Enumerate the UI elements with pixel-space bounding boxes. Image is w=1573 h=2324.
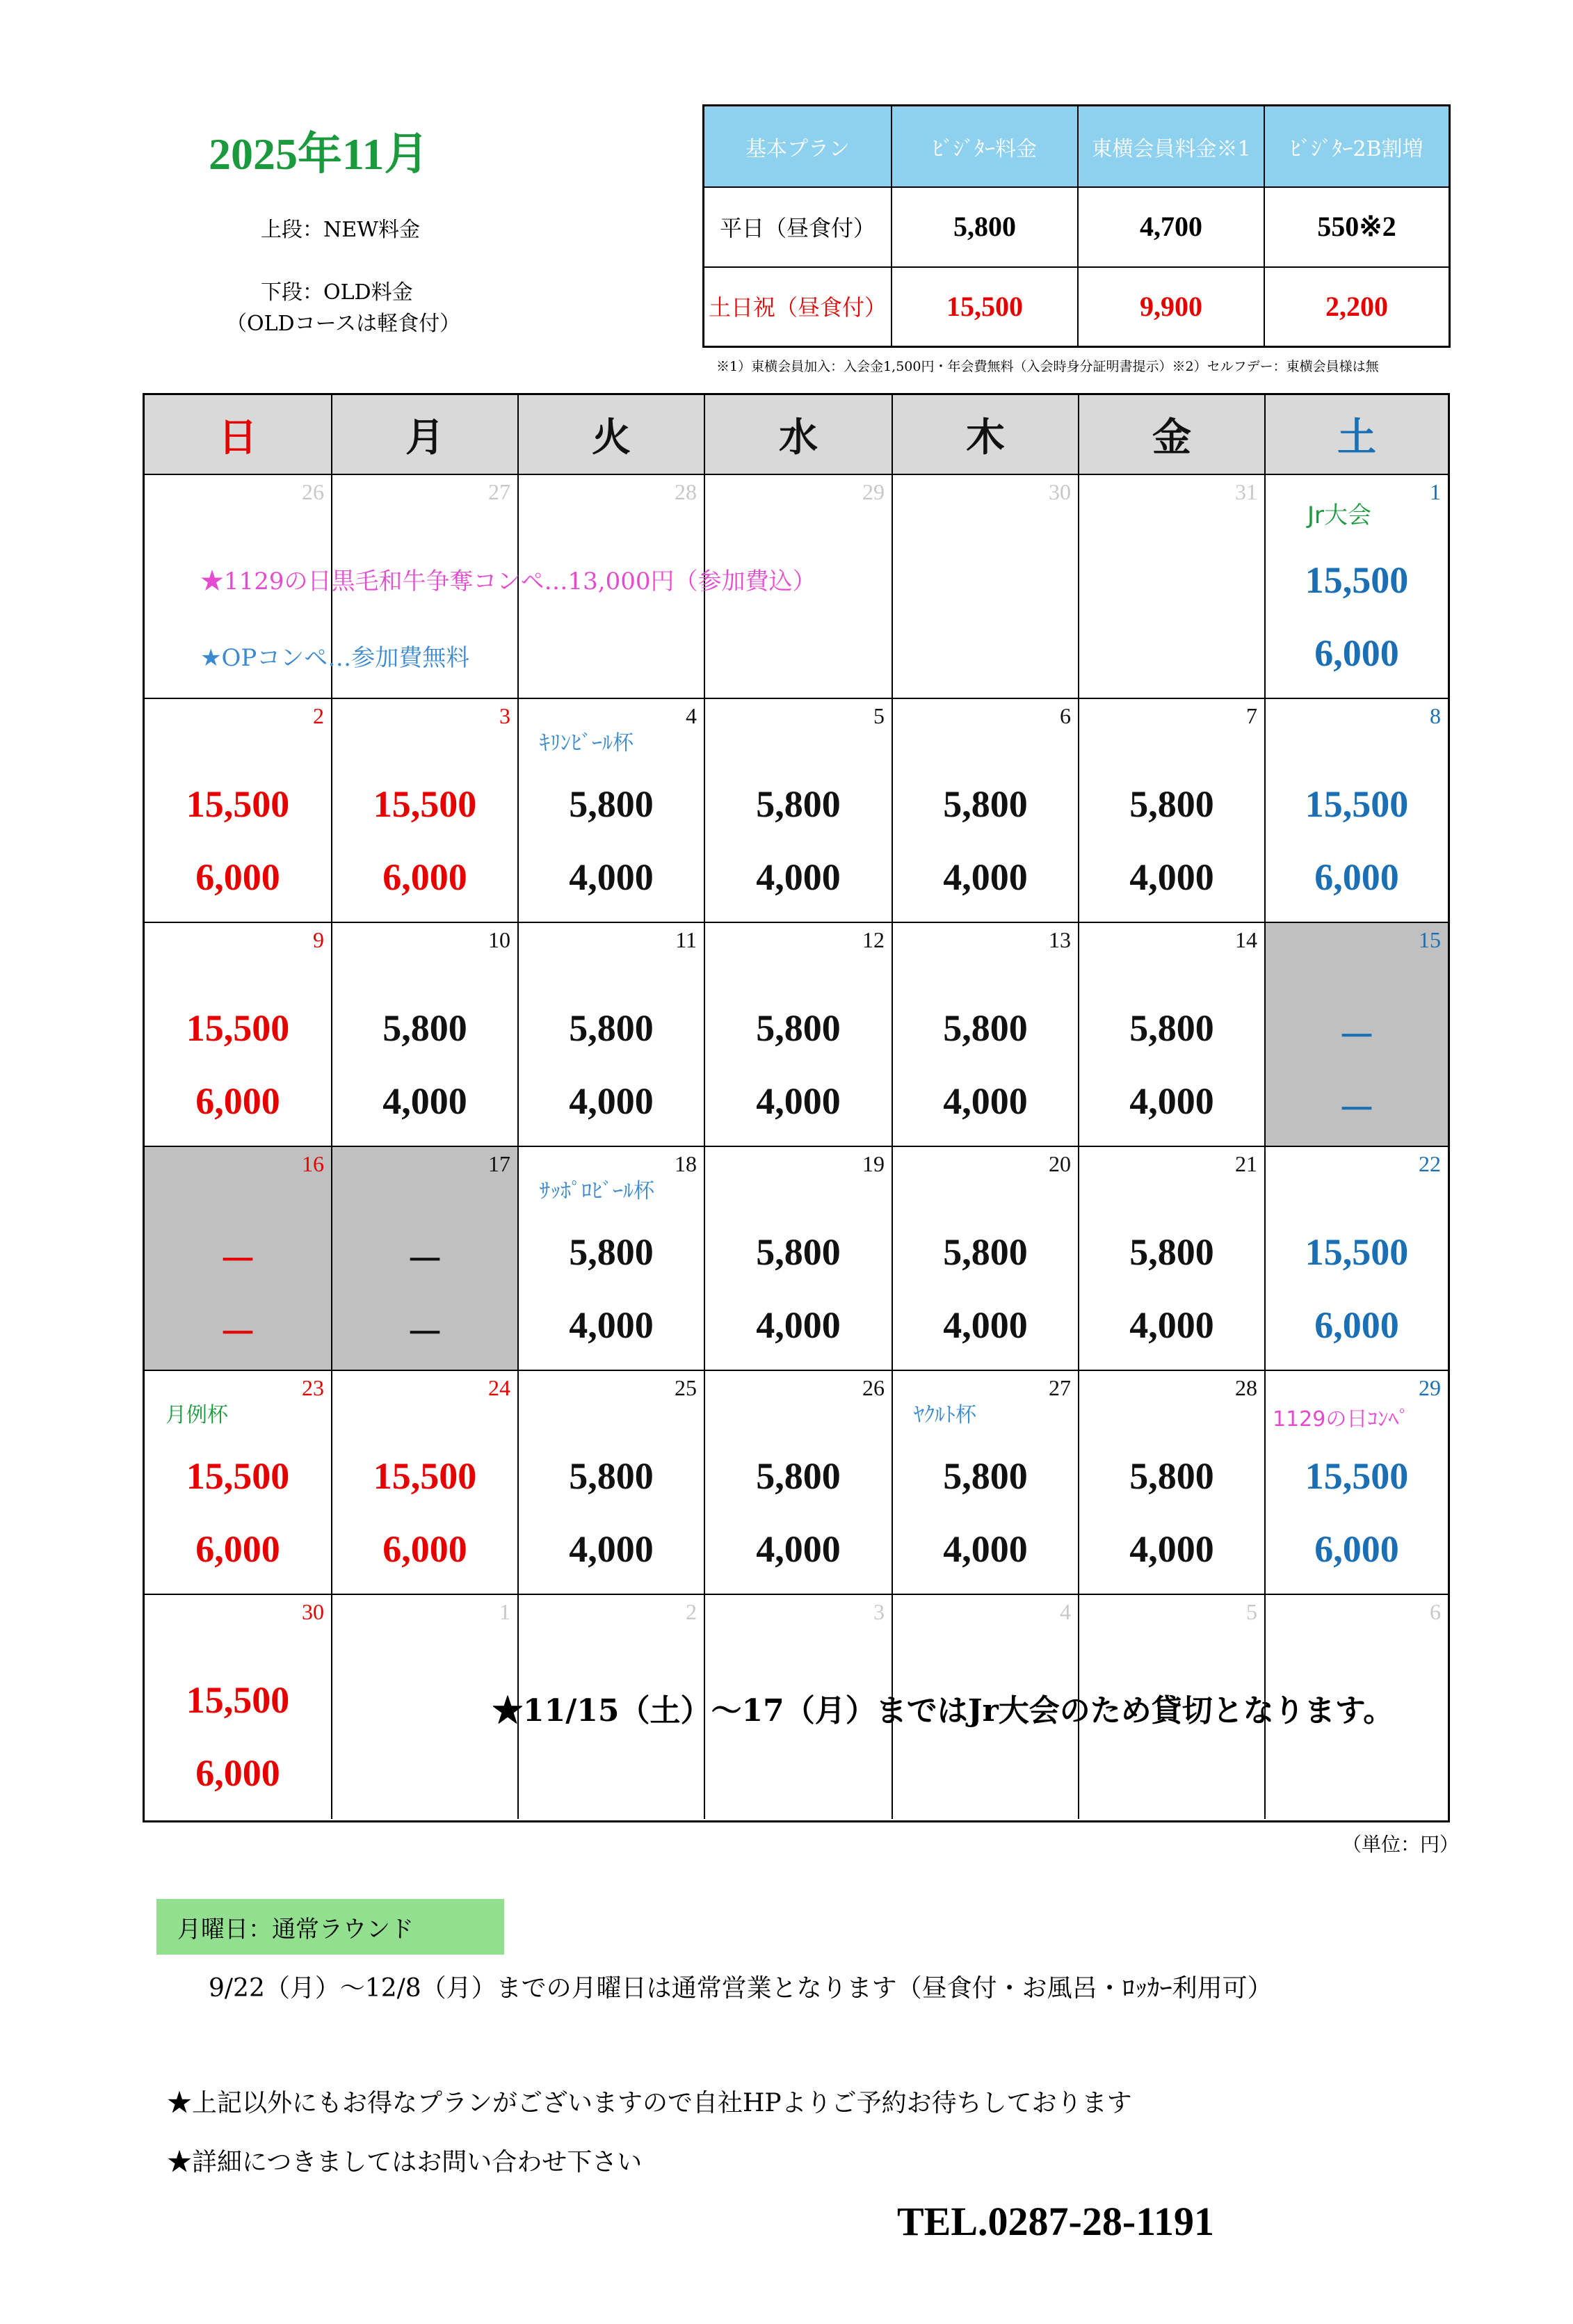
event-note-1129: ★1129の日黒毛和牛争奪コンペ…13,000円（参加費込）	[200, 568, 816, 595]
weekday-header: 日	[145, 395, 332, 475]
calendar-day-cell	[332, 1371, 519, 1595]
day-number: 23	[302, 1375, 324, 1400]
calendar-day-cell	[705, 1147, 893, 1371]
calendar-day-cell	[893, 699, 1079, 923]
calendar-day-cell	[1079, 699, 1266, 923]
day-number: 6	[1430, 1599, 1441, 1624]
price-old: 4,000	[1129, 1528, 1214, 1570]
event-label: ｷﾘﾝﾋﾞｰﾙ杯	[540, 731, 634, 755]
price-old: 4,000	[1129, 856, 1214, 898]
price-old: 4,000	[569, 1528, 654, 1570]
price-old: 4,000	[943, 1080, 1028, 1122]
price-row-weekday	[704, 186, 1449, 268]
calendar-day-cell	[1079, 1147, 1266, 1371]
calendar-day-cell	[1266, 1371, 1448, 1595]
weekday-header: 月	[332, 395, 519, 475]
day-number: 21	[1235, 1151, 1257, 1176]
calendar-day-cell	[145, 1147, 332, 1371]
calendar-day-cell	[145, 1371, 332, 1595]
header-visitor: ﾋﾞｼﾞﾀｰ料金	[892, 106, 1079, 186]
price-new: 5,800	[1129, 1455, 1214, 1497]
weekday-header: 金	[1079, 395, 1266, 475]
price-old: 6,000	[195, 1752, 280, 1794]
day-number: 28	[1235, 1375, 1257, 1400]
calendar-day-cell	[1079, 923, 1266, 1147]
price-old: 4,000	[569, 1080, 654, 1122]
day-number: 1	[499, 1599, 510, 1624]
price-old: 4,000	[756, 1080, 841, 1122]
price-old: 4,000	[569, 1304, 654, 1346]
calendar-day-cell	[1266, 923, 1448, 1147]
calendar	[143, 393, 1450, 1822]
notice-plans: ★上記以外にもお得なプランがございますので自社HPよりご予約お待ちしております	[167, 2089, 1132, 2117]
calendar-day-cell	[145, 923, 332, 1147]
day-number: 26	[302, 479, 324, 504]
telephone: TEL.0287-28-1191	[897, 2199, 1214, 2244]
day-number: 14	[1235, 927, 1257, 952]
price-old: 4,000	[756, 1528, 841, 1570]
monday-label: 月曜日：通常ラウンド	[156, 1899, 504, 1955]
price-new: 5,800	[756, 783, 841, 825]
price-new: 15,500	[1305, 559, 1409, 601]
price-new: 5,800	[943, 1007, 1028, 1049]
day-number: 8	[1430, 703, 1441, 728]
price-old: 6,000	[1314, 856, 1399, 898]
price-old: 4,000	[569, 856, 654, 898]
calendar-day-cell	[519, 923, 705, 1147]
calendar-day-cell	[1079, 475, 1266, 699]
day-number: 10	[488, 927, 510, 952]
calendar-day-cell	[893, 475, 1079, 699]
price-new: －	[1338, 1016, 1376, 1057]
price-new: 15,500	[186, 1455, 290, 1497]
weekday-header: 火	[519, 395, 705, 475]
day-number: 24	[488, 1375, 510, 1400]
weekend-visitor: 15,500	[892, 266, 1079, 346]
price-new: 15,500	[1305, 1455, 1409, 1497]
price-new: 5,800	[943, 783, 1028, 825]
price-old: 6,000	[382, 1528, 467, 1570]
header-2b-surcharge: ﾋﾞｼﾞﾀｰ2B割増	[1265, 106, 1449, 186]
price-old: 4,000	[756, 856, 841, 898]
calendar-day-cell	[332, 923, 519, 1147]
price-old: －	[219, 1313, 257, 1354]
note-old-course: （OLDコースは軽食付）	[226, 312, 461, 336]
price-new: 5,800	[756, 1007, 841, 1049]
price-old: 4,000	[1129, 1080, 1214, 1122]
price-new: 5,800	[569, 1455, 654, 1497]
notice-contact: ★詳細につきましてはお問い合わせ下さい	[167, 2148, 643, 2177]
price-table-header	[704, 106, 1449, 188]
day-number: 9	[313, 927, 324, 952]
day-number: 6	[1060, 703, 1071, 728]
day-number: 30	[302, 1599, 324, 1624]
day-number: 3	[499, 703, 510, 728]
price-old: 6,000	[1314, 1304, 1399, 1346]
price-new: 5,800	[569, 1007, 654, 1049]
calendar-day-cell	[519, 1371, 705, 1595]
weekday-header: 土	[1266, 395, 1448, 475]
calendar-day-cell	[893, 1147, 1079, 1371]
closure-notice: ★11/15（土）～17（月）まではJr大会のため貸切となります。	[492, 1693, 1394, 1729]
calendar-day-cell	[145, 699, 332, 923]
price-old: －	[1338, 1089, 1376, 1130]
price-new: 15,500	[1305, 783, 1409, 825]
day-number: 5	[1246, 1599, 1257, 1624]
calendar-day-cell	[705, 699, 893, 923]
price-new: 5,800	[756, 1231, 841, 1273]
price-old: 6,000	[1314, 632, 1399, 674]
price-new: －	[219, 1240, 257, 1281]
calendar-day-cell	[1266, 475, 1448, 699]
weekday-visitor: 5,800	[892, 186, 1079, 266]
day-number: 16	[302, 1151, 324, 1176]
weekday-2b: 550※2	[1317, 211, 1396, 242]
day-number: 4	[686, 703, 697, 728]
day-number: 15	[1419, 927, 1441, 952]
price-new: 5,800	[569, 783, 654, 825]
day-number: 26	[862, 1375, 885, 1400]
day-number: 4	[1060, 1599, 1071, 1624]
price-old: 6,000	[195, 1528, 280, 1570]
calendar-day-cell	[332, 1595, 519, 1819]
calendar-day-cell	[332, 699, 519, 923]
price-old: 4,000	[382, 1080, 467, 1122]
weekday-label: 平日（昼食付）	[704, 186, 892, 266]
calendar-day-cell	[705, 923, 893, 1147]
event-label: Jr大会	[1307, 502, 1372, 529]
event-label: 月例杯	[166, 1403, 228, 1427]
event-note-op: ★OPコンペ…参加費無料	[200, 644, 470, 672]
price-new: 15,500	[373, 783, 477, 825]
day-number: 18	[675, 1151, 697, 1176]
day-number: 12	[862, 927, 885, 952]
calendar-day-cell	[893, 923, 1079, 1147]
price-new: 15,500	[1305, 1231, 1409, 1273]
price-new: 5,800	[1129, 783, 1214, 825]
price-new: 15,500	[373, 1455, 477, 1497]
day-number: 25	[675, 1375, 697, 1400]
monday-note: 9/22（月）～12/8（月）までの月曜日は通常営業となります（昼食付・お風呂・ﾛｯｶｰ利用可）	[209, 1974, 1273, 2003]
header-member: 東横会員料金※1	[1079, 106, 1265, 186]
price-row-weekend	[704, 266, 1449, 346]
day-number: 17	[488, 1151, 510, 1176]
price-old: 4,000	[943, 1528, 1028, 1570]
price-new: 5,800	[1129, 1231, 1214, 1273]
day-number: 30	[1049, 479, 1071, 504]
note-lower: 下段：OLD料金	[261, 280, 413, 305]
price-new: 5,800	[1129, 1007, 1214, 1049]
header-basic-plan: 基本プラン	[704, 106, 892, 186]
day-number: 3	[873, 1599, 885, 1624]
price-old: 4,000	[1129, 1304, 1214, 1346]
calendar-day-cell	[705, 1371, 893, 1595]
weekend-member: 9,900	[1079, 266, 1265, 346]
price-old: 6,000	[195, 1080, 280, 1122]
price-table	[702, 104, 1451, 348]
day-number: 20	[1049, 1151, 1071, 1176]
day-number: 29	[1419, 1375, 1441, 1400]
day-number: 13	[1049, 927, 1071, 952]
event-label: ﾔｸﾙﾄ杯	[914, 1403, 976, 1427]
day-number: 2	[686, 1599, 697, 1624]
calendar-day-cell	[519, 699, 705, 923]
calendar-day-cell	[1266, 1147, 1448, 1371]
calendar-day-cell	[519, 1147, 705, 1371]
price-new: 5,800	[382, 1007, 467, 1049]
day-number: 29	[862, 479, 885, 504]
day-number: 5	[873, 703, 885, 728]
day-number: 28	[675, 479, 697, 504]
day-number: 2	[313, 703, 324, 728]
price-new: 15,500	[186, 1679, 290, 1721]
price-old: －	[406, 1313, 444, 1354]
price-new: 15,500	[186, 783, 290, 825]
price-new: －	[406, 1240, 444, 1281]
price-new: 15,500	[186, 1007, 290, 1049]
note-upper: 上段：NEW料金	[261, 218, 420, 242]
day-number: 22	[1419, 1151, 1441, 1176]
price-old: 6,000	[1314, 1528, 1399, 1570]
unit-note: （単位：円）	[1342, 1833, 1460, 1856]
day-number: 27	[1049, 1375, 1071, 1400]
price-old: 6,000	[195, 856, 280, 898]
weekday-header: 水	[705, 395, 893, 475]
price-old: 4,000	[943, 856, 1028, 898]
calendar-day-cell	[145, 1595, 332, 1819]
price-old: 4,000	[756, 1304, 841, 1346]
day-number: 1	[1430, 479, 1441, 504]
day-number: 31	[1235, 479, 1257, 504]
page-title: 2025年11月	[209, 129, 429, 179]
day-number: 11	[675, 927, 697, 952]
calendar-day-cell	[893, 1371, 1079, 1595]
price-old: 6,000	[382, 856, 467, 898]
day-number: 7	[1246, 703, 1257, 728]
weekday-header: 木	[893, 395, 1079, 475]
calendar-day-cell	[1079, 1371, 1266, 1595]
calendar-day-cell	[332, 1147, 519, 1371]
event-label: ｻｯﾎﾟﾛﾋﾞｰﾙ杯	[540, 1179, 654, 1203]
event-label: 1129の日ｺﾝﾍﾟ	[1273, 1407, 1410, 1432]
price-new: 5,800	[943, 1231, 1028, 1273]
price-new: 5,800	[569, 1231, 654, 1273]
day-number: 27	[488, 479, 510, 504]
price-footnote: ※1）東横会員加入：入会金1,500円・年会費無料（入会時身分証明書提示）※2）セルフデー：東横会員様は無	[716, 359, 1379, 374]
weekend-2b: 2,200	[1325, 290, 1388, 322]
day-number: 19	[862, 1151, 885, 1176]
price-old: 4,000	[943, 1304, 1028, 1346]
price-new: 5,800	[756, 1455, 841, 1497]
weekday-member: 4,700	[1079, 186, 1265, 266]
price-new: 5,800	[943, 1455, 1028, 1497]
calendar-day-cell	[1266, 699, 1448, 923]
weekend-label: 土日祝（昼食付）	[704, 266, 892, 346]
